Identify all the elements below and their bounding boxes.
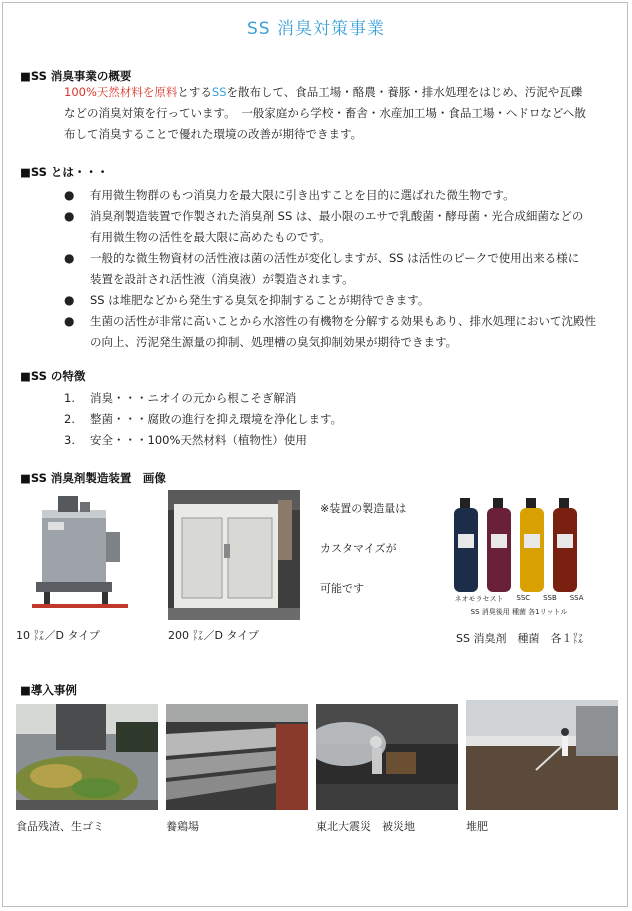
bullet-text: の向上、汚泥発生源量の抑制、処理槽の臭気抑制効果が期待できます。 [90, 335, 458, 349]
case-caption: 堆肥 [466, 820, 488, 833]
features-list [64, 388, 604, 451]
bullet-icon: ● [64, 314, 75, 328]
bottle-label: SSC [516, 594, 531, 602]
bullet-text: 生菌の活性が非常に高いことから水溶性の有機物を分解する効果もあり、排水処理において沈殿性 [90, 314, 596, 328]
bullet-text: SS は堆肥などから発生する臭気を抑制することが期待できます。 [90, 293, 430, 307]
list-item [64, 185, 624, 206]
about-heading: ■SS とは・・・ [20, 165, 109, 179]
bottles-inline-caption: SS 消臭後用 種菌 各1リットル [470, 608, 568, 616]
list-item [64, 206, 624, 248]
feature-text: 安全・・・100%天然材料（植物性）使用 [90, 433, 307, 447]
capacity-note-line3: 可能です [320, 582, 364, 595]
bullet-text: 一般的な微生物資材の活性液は菌の活性が変化しますが、SS は活性のピークで使用出来る様に [90, 251, 580, 265]
case-poultry-farm-photo [166, 704, 308, 810]
bottle-label: SSA [569, 594, 584, 602]
bullet-text: 有用微生物群のもつ消臭力を最大限に引き出すことを目的に選ばれた微生物です。 [90, 188, 515, 202]
device-10l-photo [18, 492, 142, 620]
device-200l-illustration [168, 490, 300, 620]
bottles-photo [448, 494, 590, 622]
list-number: 3. [64, 433, 75, 447]
overview-paragraph [64, 82, 616, 145]
list-item [64, 311, 624, 353]
bullet-text: 有用微生物の活性を最大限に高めたものです。 [90, 230, 331, 244]
case-food-waste-photo [16, 704, 158, 810]
bullet-icon: ● [64, 209, 75, 223]
list-item [64, 290, 624, 311]
device-heading: ■SS 消臭剤製造装置 画像 [20, 471, 166, 485]
device-10l-illustration [18, 492, 142, 620]
overview-text: などの消臭対策を行っています。 一般家庭から学校・畜舎・水産加工場・食品工場・ヘドロなどへ散 [64, 106, 586, 120]
disaster-area-illustration [316, 704, 458, 810]
feature-text: 消臭・・・ニオイの元から根こそぎ解消 [90, 391, 297, 405]
case-disaster-area-photo [316, 704, 458, 810]
capacity-note-line1: ※装置の製造量は [320, 502, 407, 515]
case-compost-photo [466, 700, 618, 810]
list-number: 2. [64, 412, 75, 426]
poultry-farm-illustration [166, 704, 308, 810]
highlight-natural-material: 100%天然材料を原料 [64, 85, 178, 99]
highlight-ss: SS [211, 85, 227, 99]
device-200l-caption: 200 ㍑／D タイプ [168, 629, 259, 642]
bullet-icon: ● [64, 251, 75, 265]
overview-heading: ■SS 消臭事業の概要 [20, 69, 132, 83]
overview-text: を散布して、食品工場・酪農・養豚・排水処理をはじめ、汚泥や瓦礫 [226, 85, 583, 99]
list-item [64, 248, 624, 290]
case-caption: 食品残渣、生ゴミ [16, 820, 104, 833]
food-waste-illustration [16, 704, 158, 810]
bottle-labels [448, 594, 590, 604]
bottles-caption: SS 消臭剤 種菌 各１㍑ [456, 632, 584, 645]
feature-text: 整菌・・・腐敗の進行を抑え環境を浄化します。 [90, 412, 343, 426]
overview-text: とする [177, 85, 212, 99]
page-title: SS 消臭対策事業 [247, 19, 385, 39]
bottle-label: SSB [543, 594, 557, 602]
list-item [64, 388, 604, 409]
capacity-note-line2: カスタマイズが [320, 542, 397, 555]
cases-heading: ■導入事例 [20, 683, 77, 697]
bottle-label: ネオモラセスト [454, 595, 504, 603]
device-200l-photo [168, 490, 300, 620]
compost-illustration [466, 700, 618, 810]
bullet-text: 消臭剤製造装置で作製された消臭剤 SS は、最小限のエサで乳酸菌・酵母菌・光合成細菌などの [90, 209, 584, 223]
case-caption: 東北大震災 被災地 [316, 820, 415, 833]
overview-text: 布して消臭することで優れた環境の改善が期待できます。 [64, 127, 363, 141]
list-item [64, 409, 604, 430]
bullet-text: 装置を設計され活性液（消臭液）が製造されます。 [90, 272, 354, 286]
list-item [64, 430, 604, 451]
features-heading: ■SS の特徴 [20, 369, 86, 383]
about-bullet-list [64, 185, 624, 353]
bullet-icon: ● [64, 293, 75, 307]
list-number: 1. [64, 391, 75, 405]
bullet-icon: ● [64, 188, 75, 202]
device-10l-caption: 10 ㍑／D タイプ [16, 629, 100, 642]
case-caption: 養鶏場 [166, 820, 199, 833]
